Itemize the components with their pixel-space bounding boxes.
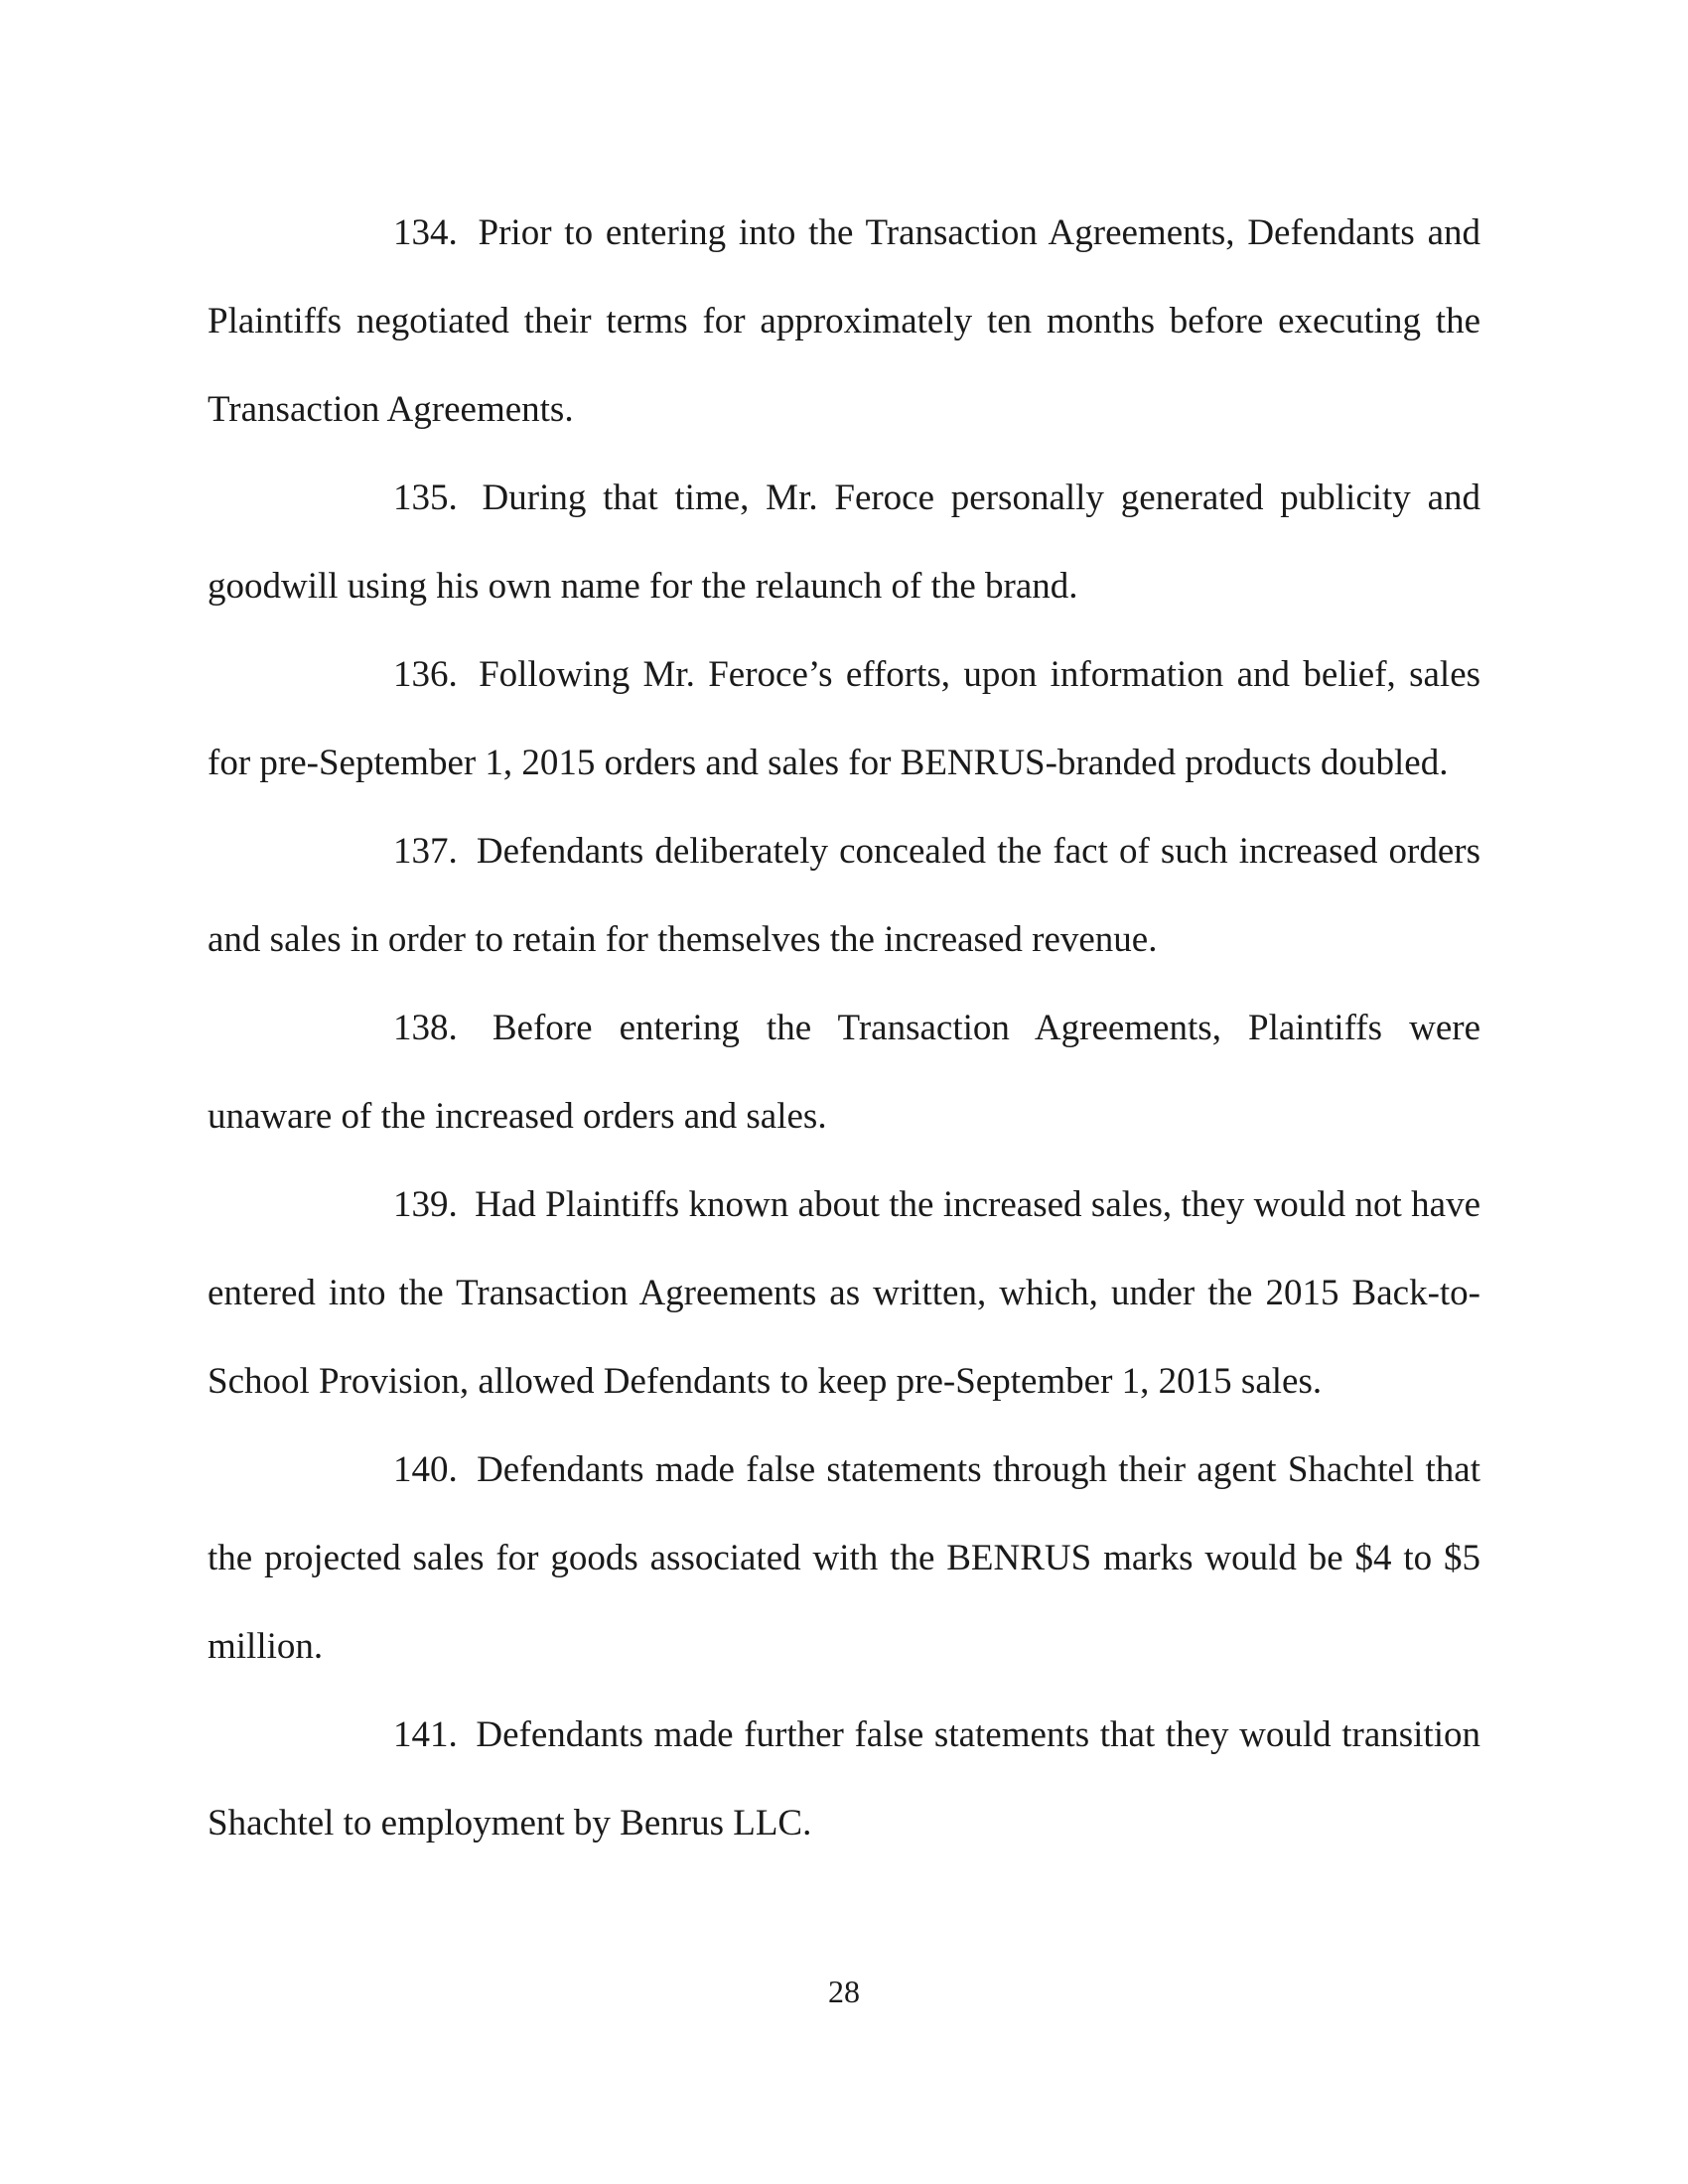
paragraph-140	[208, 1426, 1480, 1691]
paragraph-number: 140.	[393, 1449, 458, 1490]
paragraph-number: 139.	[393, 1184, 458, 1225]
paragraph-text: Defendants made further false statements that they would transition Shachtel to employment by Benrus LLC.	[208, 1714, 1480, 1843]
paragraph-text: Defendants made false statements through their agent Shachtel that the projected sales for goods associated with the BENRUS marks would be $4 to $5 million.	[208, 1449, 1481, 1667]
paragraph-text: Had Plaintiffs known about the increased sales, they would not have entered into the Transaction Agreements as written, which, under the 2015 Back-to-School Provision, allowed Defendants to keep pre-September 1, 2015 sales.	[208, 1184, 1480, 1402]
paragraph-136	[208, 630, 1480, 807]
paragraph-139	[208, 1160, 1480, 1426]
paragraph-number: 141.	[393, 1714, 458, 1755]
paragraph-number: 137.	[393, 831, 458, 872]
paragraph-text: Defendants deliberately concealed the fact of such increased orders and sales in order to retain for themselves the increased revenue.	[208, 831, 1481, 960]
paragraph-number: 135.	[393, 478, 458, 518]
paragraph-text: Following Mr. Feroce’s efforts, upon information and belief, sales for pre-September 1, 2015 orders and sales for BENRUS-branded products doubled.	[208, 654, 1481, 783]
paragraph-135	[208, 454, 1480, 630]
paragraph-137	[208, 807, 1480, 984]
paragraph-number: 134.	[393, 212, 458, 253]
paragraph-number: 136.	[393, 654, 458, 695]
paragraph-number: 138.	[393, 1008, 458, 1048]
paragraph-text: Before entering the Transaction Agreements, Plaintiffs were unaware of the increased orders and sales.	[208, 1008, 1480, 1137]
paragraph-text: During that time, Mr. Feroce personally generated publicity and goodwill using his own name for the relaunch of the brand.	[208, 478, 1481, 607]
paragraph-141	[208, 1691, 1480, 1867]
paragraph-text: Prior to entering into the Transaction Agreements, Defendants and Plaintiffs negotiated their terms for approximately ten months before executing the Transaction Agreements.	[208, 212, 1481, 430]
paragraph-138	[208, 984, 1480, 1160]
paragraph-134	[208, 189, 1480, 454]
page-number: 28	[828, 1974, 860, 2009]
document-body	[208, 189, 1480, 1867]
